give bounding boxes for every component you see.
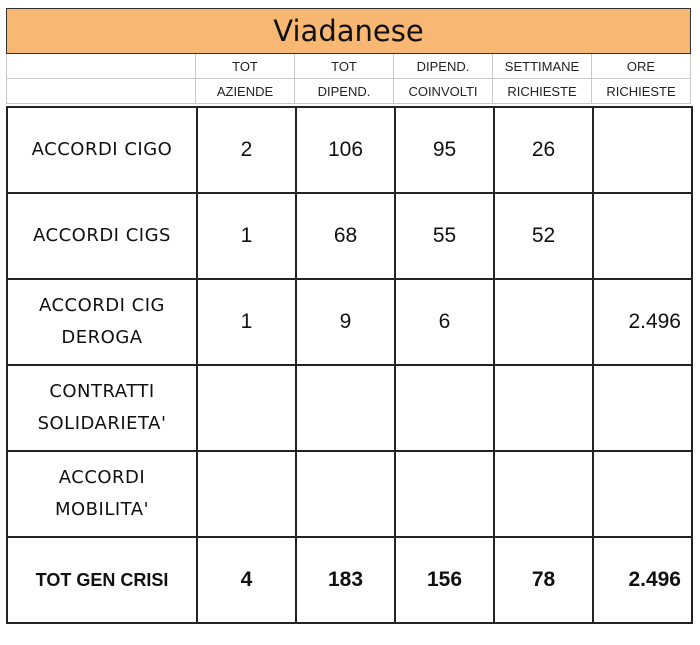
cell-dipend-coinvolti <box>395 451 494 537</box>
cell-tot-dipend: 106 <box>296 107 395 193</box>
total-dipend-coinvolti: 156 <box>395 537 494 623</box>
row-label-line: MOBILITA' <box>54 499 150 520</box>
cell-ore-richieste <box>593 365 692 451</box>
cell-ore-richieste <box>593 193 692 279</box>
header-row-2 <box>6 79 691 104</box>
table-row <box>7 193 692 279</box>
row-label <box>7 279 197 365</box>
total-ore-richieste: 2.496 <box>593 537 692 623</box>
cell-tot-aziende <box>197 365 296 451</box>
cell-ore-richieste: 2.496 <box>593 279 692 365</box>
header-cell-dipend: DIPEND. <box>394 54 493 79</box>
row-label <box>7 107 197 193</box>
cell-dipend-coinvolti: 55 <box>395 193 494 279</box>
cell-tot-aziende: 1 <box>197 279 296 365</box>
row-label-line: ACCORDI <box>58 467 146 488</box>
cell-tot-dipend <box>296 365 395 451</box>
header-cell-tot: TOT <box>196 54 295 79</box>
header-cell-coinvolti: COINVOLTI <box>394 79 493 104</box>
row-label-line: CONTRATTI <box>49 381 155 402</box>
header-row-1 <box>6 54 691 79</box>
header-cell-tot: TOT <box>295 54 394 79</box>
table-row <box>7 365 692 451</box>
total-label: TOT GEN CRISI <box>7 537 197 623</box>
data-table <box>6 106 693 624</box>
row-label <box>7 193 197 279</box>
total-tot-aziende: 4 <box>197 537 296 623</box>
cell-tot-aziende <box>197 451 296 537</box>
cell-settimane-richieste: 52 <box>494 193 593 279</box>
cell-dipend-coinvolti <box>395 365 494 451</box>
cell-dipend-coinvolti: 95 <box>395 107 494 193</box>
header-cell-richieste: RICHIESTE <box>493 79 592 104</box>
header-cell-settimane: SETTIMANE <box>493 54 592 79</box>
row-label-line: ACCORDI CIG <box>38 295 166 316</box>
row-label <box>7 451 197 537</box>
sheet-title: Viadanese <box>6 8 691 54</box>
cell-settimane-richieste <box>494 451 593 537</box>
header-cell-richieste: RICHIESTE <box>592 79 691 104</box>
cell-settimane-richieste <box>494 279 593 365</box>
cell-tot-aziende: 2 <box>197 107 296 193</box>
total-tot-dipend: 183 <box>296 537 395 623</box>
row-label <box>7 365 197 451</box>
cell-settimane-richieste: 26 <box>494 107 593 193</box>
header-cell-dipend: DIPEND. <box>295 79 394 104</box>
cell-tot-aziende: 1 <box>197 193 296 279</box>
cell-settimane-richieste <box>494 365 593 451</box>
header-cell-label <box>6 54 196 79</box>
row-label-line: ACCORDI CIGO <box>31 139 173 160</box>
cell-ore-richieste <box>593 107 692 193</box>
cell-tot-dipend: 68 <box>296 193 395 279</box>
table-row <box>7 451 692 537</box>
row-label-line: DEROGA <box>61 327 143 348</box>
crisis-agreements-sheet <box>6 8 691 624</box>
row-label-line: SOLIDARIETA' <box>37 413 167 434</box>
header-cell-aziende: AZIENDE <box>196 79 295 104</box>
cell-tot-dipend <box>296 451 395 537</box>
header-cell-label <box>6 79 196 104</box>
table-row <box>7 107 692 193</box>
cell-ore-richieste <box>593 451 692 537</box>
cell-dipend-coinvolti: 6 <box>395 279 494 365</box>
header-cell-ore: ORE <box>592 54 691 79</box>
table-row <box>7 279 692 365</box>
total-row <box>7 537 692 623</box>
total-settimane-richieste: 78 <box>494 537 593 623</box>
cell-tot-dipend: 9 <box>296 279 395 365</box>
row-label-line: ACCORDI CIGS <box>33 225 171 246</box>
